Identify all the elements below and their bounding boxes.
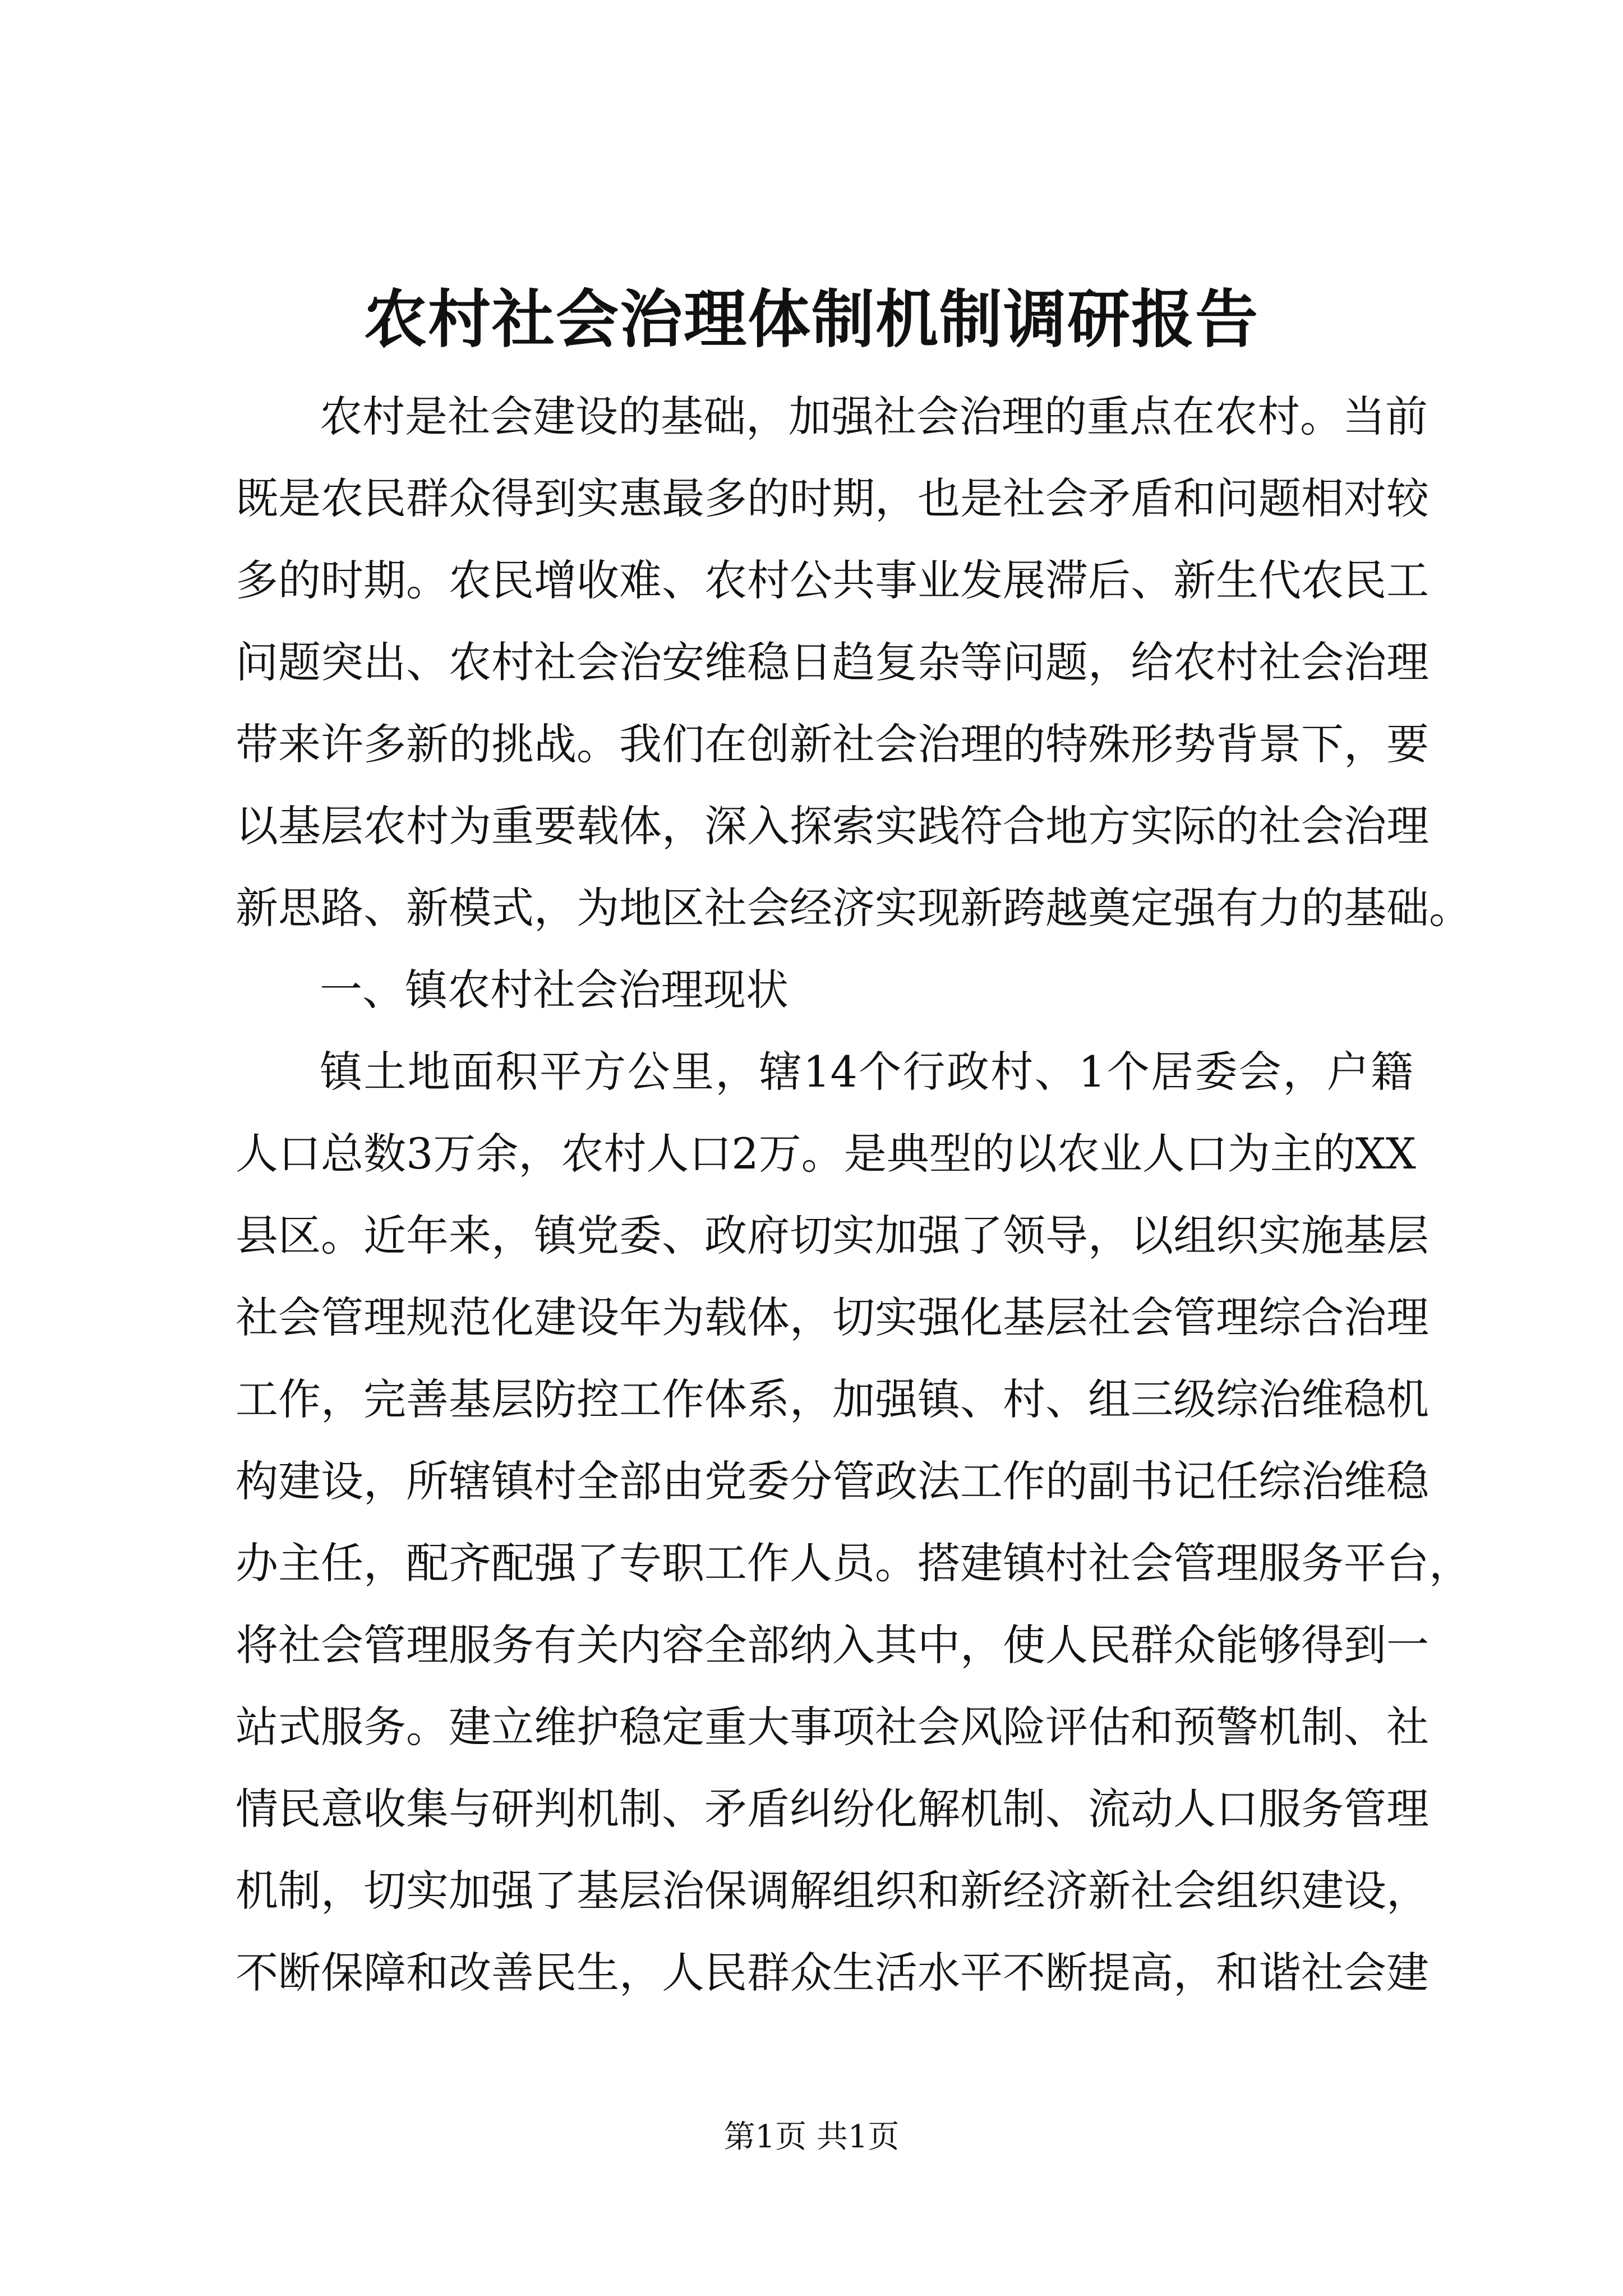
paragraph-line: 问题突出、农村社会治安维稳日趋复杂等问题，给农村社会治理 [236, 637, 1429, 687]
paragraph-line: 人口总数3万余，农村人口2万。是典型的以农业人口为主的XX [236, 1129, 1416, 1179]
paragraph-line: 县区。近年来，镇党委、政府切实加强了领导，以组织实施基层 [236, 1211, 1429, 1260]
paragraph-line: 农村是社会建设的基础，加强社会治理的重点在农村。当前 [320, 392, 1428, 441]
paragraph-line: 多的时期。农民增收难、农村公共事业发展滞后、新生代农民工 [236, 555, 1429, 605]
paragraph-line: 将社会管理服务有关内容全部纳入其中，使人民群众能够得到一 [236, 1620, 1429, 1670]
paragraph-line: 新思路、新模式，为地区社会经济实现新跨越奠定强有力的基础。 [236, 883, 1472, 933]
paragraph-line: 社会管理规范化建设年为载体，切实强化基层社会管理综合治理 [236, 1292, 1429, 1342]
paragraph-line: 机制，切实加强了基层治保调解组织和新经济新社会组织建设， [236, 1866, 1429, 1916]
paragraph-line: 构建设，所辖镇村全部由党委分管政法工作的副书记任综治维稳 [236, 1456, 1429, 1506]
paragraph-line: 工作，完善基层防控工作体系，加强镇、村、组三级综治维稳机 [236, 1374, 1429, 1424]
page-footer: 第1页 共1页 [723, 2119, 900, 2155]
paragraph-line: 带来许多新的挑战。我们在创新社会治理的特殊形势背景下，要 [236, 719, 1429, 769]
paragraph-line: 办主任，配齐配强了专职工作人员。搭建镇村社会管理服务平台， [236, 1538, 1472, 1588]
paragraph-line: 情民意收集与研判机制、矛盾纠纷化解机制、流动人口服务管理 [236, 1784, 1429, 1834]
paragraph-line: 镇土地面积平方公里，辖14个行政村、1个居委会，户籍 [320, 1047, 1413, 1097]
paragraph-line: 站式服务。建立维护稳定重大事项社会风险评估和预警机制、社 [236, 1702, 1429, 1752]
paragraph-line: 既是农民群众得到实惠最多的时期，也是社会矛盾和问题相对较 [236, 473, 1429, 523]
document-body [236, 376, 1472, 2014]
document-title: 农村社会治理体制机制调研报告 [364, 283, 1259, 356]
section-heading: 一、镇农村社会治理现状 [320, 965, 789, 1015]
paragraph-line: 不断保障和改善民生，人民群众生活水平不断提高，和谐社会建 [236, 1948, 1429, 1998]
paragraph-line: 以基层农村为重要载体，深入探索实践符合地方实际的社会治理 [236, 801, 1429, 851]
